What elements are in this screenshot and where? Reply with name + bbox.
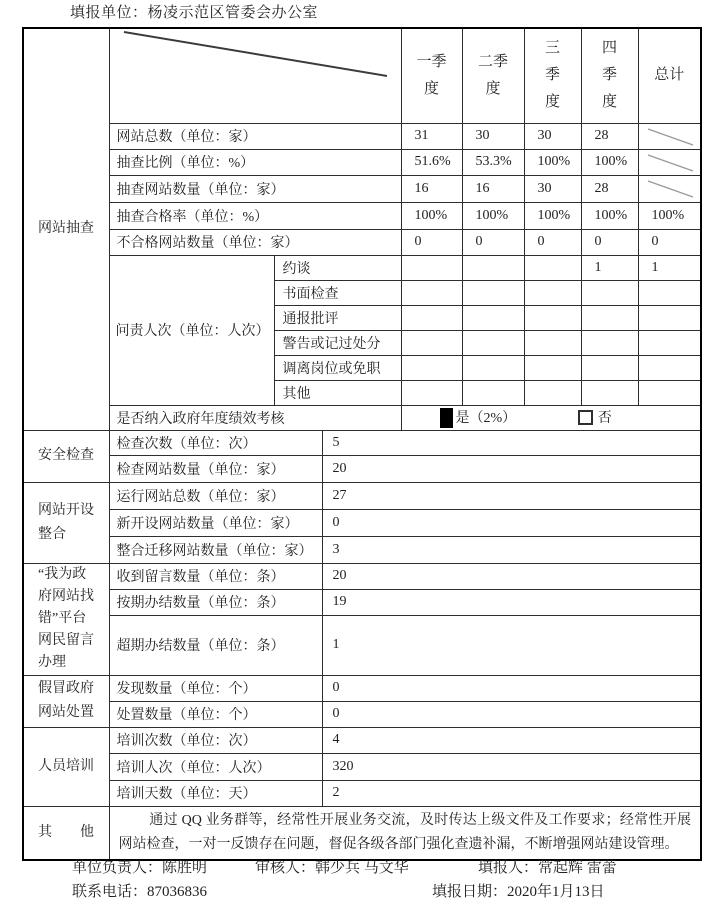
diagonal-line-icon — [639, 150, 701, 175]
q4-value: 100% — [581, 149, 638, 175]
row-label: 培训人次（单位：人次） — [109, 753, 322, 780]
row-value: 20 — [322, 563, 701, 589]
q1-value: 16 — [401, 175, 462, 202]
row-value: 4 — [322, 727, 701, 753]
footer-report-date: 填报日期：2020年1月13日 — [432, 884, 605, 900]
q3-value — [524, 355, 581, 380]
row-value: 19 — [322, 589, 701, 615]
row-label: 网站总数（单位：家） — [109, 123, 401, 149]
accountability-label: 问责人次（单位：人次） — [109, 255, 274, 405]
q2-value: 30 — [462, 123, 524, 149]
col-header-q4: 四季度 — [581, 28, 638, 123]
category-fake-site-handling: 假冒政府网站处置 — [23, 675, 109, 727]
row-value: 5 — [322, 430, 701, 455]
total-not-applicable-cell — [638, 149, 701, 175]
header-diagonal-line-icon — [110, 29, 400, 122]
accountability-sublabel: 调离岗位或免职 — [274, 355, 401, 380]
total-value: 1 — [638, 255, 701, 280]
q3-value — [524, 280, 581, 305]
row-value: 27 — [322, 482, 701, 509]
q3-value: 30 — [524, 175, 581, 202]
accountability-sublabel: 约谈 — [274, 255, 401, 280]
assessment-label: 是否纳入政府年度绩效考核 — [109, 405, 401, 430]
footer-responsible-person: 单位负责人：陈胜明 — [72, 860, 208, 876]
q2-value: 0 — [462, 229, 524, 255]
q3-value — [524, 305, 581, 330]
q3-value: 100% — [524, 202, 581, 229]
assessment-no-label: 否 — [597, 411, 612, 427]
assessment-no-option[interactable] — [578, 407, 612, 427]
total-value: 100% — [638, 202, 701, 229]
q1-value — [401, 280, 462, 305]
row-value: 2 — [322, 780, 701, 806]
row-label: 运行网站总数（单位：家） — [109, 482, 322, 509]
q3-value — [524, 255, 581, 280]
row-label: 培训次数（单位：次） — [109, 727, 322, 753]
q4-value: 0 — [581, 229, 638, 255]
accountability-sublabel: 警告或记过处分 — [274, 330, 401, 355]
row-label: 新开设网站数量（单位：家） — [109, 509, 322, 536]
diagonal-line-icon — [639, 176, 701, 202]
q4-value: 28 — [581, 123, 638, 149]
q2-value — [462, 280, 524, 305]
q1-value — [401, 355, 462, 380]
accountability-sublabel: 书面检查 — [274, 280, 401, 305]
footer-reviewer: 审核人：韩少兵 马文华 — [255, 860, 409, 876]
col-header-total: 总计 — [638, 28, 701, 123]
q1-value — [401, 380, 462, 405]
row-label: 收到留言数量（单位：条） — [109, 563, 322, 589]
accountability-sublabel: 其他 — [274, 380, 401, 405]
row-label: 处置数量（单位：个） — [109, 701, 322, 727]
row-value: 3 — [322, 536, 701, 563]
q2-value — [462, 305, 524, 330]
total-not-applicable-cell — [638, 175, 701, 202]
assessment-answer-cell — [401, 405, 701, 430]
report-table — [22, 27, 702, 861]
row-label: 培训天数（单位：天） — [109, 780, 322, 806]
row-label: 抽查合格率（单位：%） — [109, 202, 401, 229]
total-value — [638, 305, 701, 330]
q4-value: 1 — [581, 255, 638, 280]
q4-value — [581, 380, 638, 405]
row-label: 检查次数（单位：次） — [109, 430, 322, 455]
accountability-sublabel: 通报批评 — [274, 305, 401, 330]
q2-value: 100% — [462, 202, 524, 229]
row-label: 整合迁移网站数量（单位：家） — [109, 536, 322, 563]
row-value: 0 — [322, 701, 701, 727]
row-label: 发现数量（单位：个） — [109, 675, 322, 701]
checkbox-unchecked-icon — [578, 410, 593, 425]
row-value: 320 — [322, 753, 701, 780]
total-value — [638, 355, 701, 380]
col-header-q3: 三季度 — [524, 28, 581, 123]
row-value: 20 — [322, 455, 701, 482]
report-unit-line: 填报单位：杨凌示范区管委会办公室 — [70, 5, 319, 21]
q2-value — [462, 355, 524, 380]
other-remarks-text: 通过 QQ 业务群等，经常性开展业务交流，及时传达上级文件及工作要求；经常性开展网站检查，一对一反馈存在问题，督促各级各部门强化查遗补漏，不断增强网站建设管理。 — [109, 806, 701, 860]
q2-value — [462, 255, 524, 280]
q2-value — [462, 380, 524, 405]
row-label: 按期办结数量（单位：条） — [109, 589, 322, 615]
total-value — [638, 330, 701, 355]
q4-value — [581, 305, 638, 330]
q1-value — [401, 255, 462, 280]
q1-value: 100% — [401, 202, 462, 229]
row-label: 抽查比例（单位：%） — [109, 149, 401, 175]
footer-filler: 填报人：常起辉 雷蕾 — [478, 860, 617, 876]
checkbox-checked-icon — [440, 408, 453, 428]
q3-value: 0 — [524, 229, 581, 255]
q1-value: 51.6% — [401, 149, 462, 175]
assessment-yes-label: 是（2%） — [455, 411, 517, 427]
q3-value — [524, 330, 581, 355]
q2-value — [462, 330, 524, 355]
category-website-sampling: 网站抽查 — [23, 28, 109, 430]
q1-value — [401, 305, 462, 330]
category-security-check: 安全检查 — [23, 430, 109, 482]
category-feedback-platform: “我为政府网站找错”平台网民留言办理 — [23, 563, 109, 675]
col-header-q1: 一季度 — [401, 28, 462, 123]
total-not-applicable-cell — [638, 123, 701, 149]
q1-value — [401, 330, 462, 355]
q3-value — [524, 380, 581, 405]
q4-value — [581, 280, 638, 305]
row-value: 0 — [322, 509, 701, 536]
q3-value: 30 — [524, 123, 581, 149]
row-label: 检查网站数量（单位：家） — [109, 455, 322, 482]
q1-value: 0 — [401, 229, 462, 255]
category-personnel-training: 人员培训 — [23, 727, 109, 806]
q4-value — [581, 355, 638, 380]
total-value: 0 — [638, 229, 701, 255]
row-value: 1 — [322, 615, 701, 675]
footer-contact-phone: 联系电话：87036836 — [72, 884, 208, 900]
row-label: 不合格网站数量（单位：家） — [109, 229, 401, 255]
q4-value: 28 — [581, 175, 638, 202]
q2-value: 53.3% — [462, 149, 524, 175]
category-site-integration: 网站开设整合 — [23, 482, 109, 563]
col-header-q2: 二季度 — [462, 28, 524, 123]
total-value — [638, 380, 701, 405]
row-label: 超期办结数量（单位：条） — [109, 615, 322, 675]
q1-value: 31 — [401, 123, 462, 149]
q4-value — [581, 330, 638, 355]
q3-value: 100% — [524, 149, 581, 175]
category-other: 其 他 — [23, 806, 109, 860]
diagonal-line-icon — [639, 124, 701, 149]
header-corner-cell — [109, 28, 401, 123]
row-label: 抽查网站数量（单位：家） — [109, 175, 401, 202]
assessment-yes-option[interactable] — [440, 407, 517, 428]
q4-value: 100% — [581, 202, 638, 229]
q2-value: 16 — [462, 175, 524, 202]
total-value — [638, 280, 701, 305]
row-value: 0 — [322, 675, 701, 701]
